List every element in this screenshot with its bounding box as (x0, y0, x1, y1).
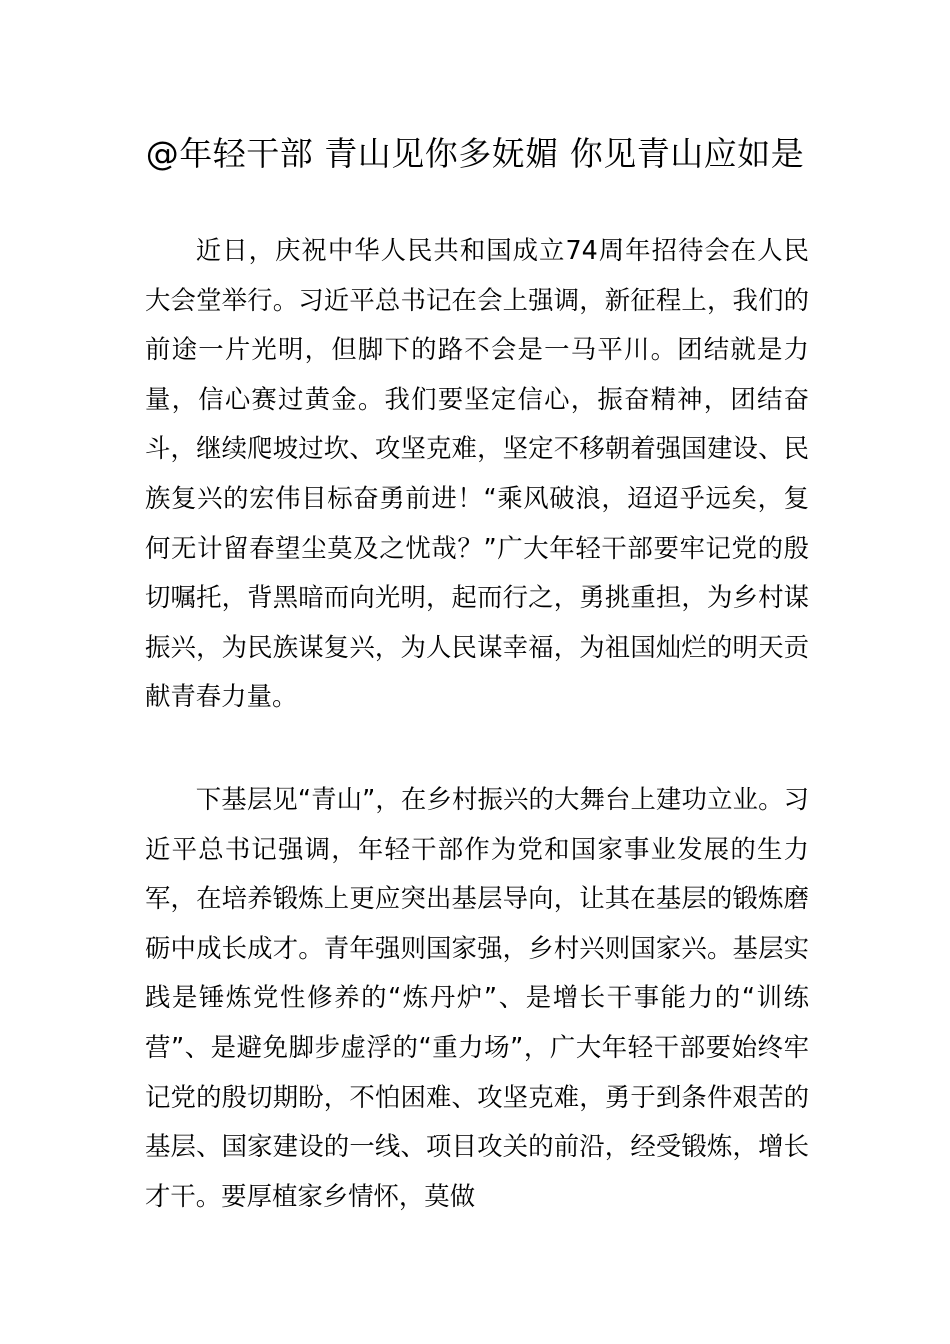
document-title: @年轻干部 青山见你多妩媚 你见青山应如是 (145, 134, 805, 173)
paragraph-2: 下基层见“青山”，在乡村振兴的大舞台上建功立业。习近平总书记强调，年轻干部作为党和国家事业发展的生力军，在培养锻炼上更应突出基层导向，让其在基层的锻炼磨砺中成长成才。青年强则国家强，乡村兴则国家兴。基层实践是锤炼党性修养的“炼丹炉”、是增长干事能力的“训练营”、是避免脚步虚浮的“重力场”，广大年轻干部要始终牢记党的殷切期盼，不怕困难、攻坚克难，勇于到条件艰苦的基层、国家建设的一线、项目攻关的前沿，经受锻炼，增长才干。要厚植家乡情怀，莫做 (145, 784, 809, 1211)
paragraph-1: 近日，庆祝中华人民共和国成立74周年招待会在人民大会堂举行。习近平总书记在会上强调，新征程上，我们的前途一片光明，但脚下的路不会是一马平川。团结就是力量，信心赛过黄金。我们要坚定信心，振奋精神，团结奋斗，继续爬坡过坎、攻坚克难，坚定不移朝着强国建设、民族复兴的宏伟目标奋勇前进！“乘风破浪，迢迢乎远矣，复何无计留春望尘莫及之忧哉？”广大年轻干部要牢记党的殷切嘱托，背黑暗而向光明，起而行之，勇挑重担，为乡村谋振兴，为民族谋复兴，为人民谋幸福，为祖国灿烂的明天贡献青春力量。 (145, 235, 809, 712)
